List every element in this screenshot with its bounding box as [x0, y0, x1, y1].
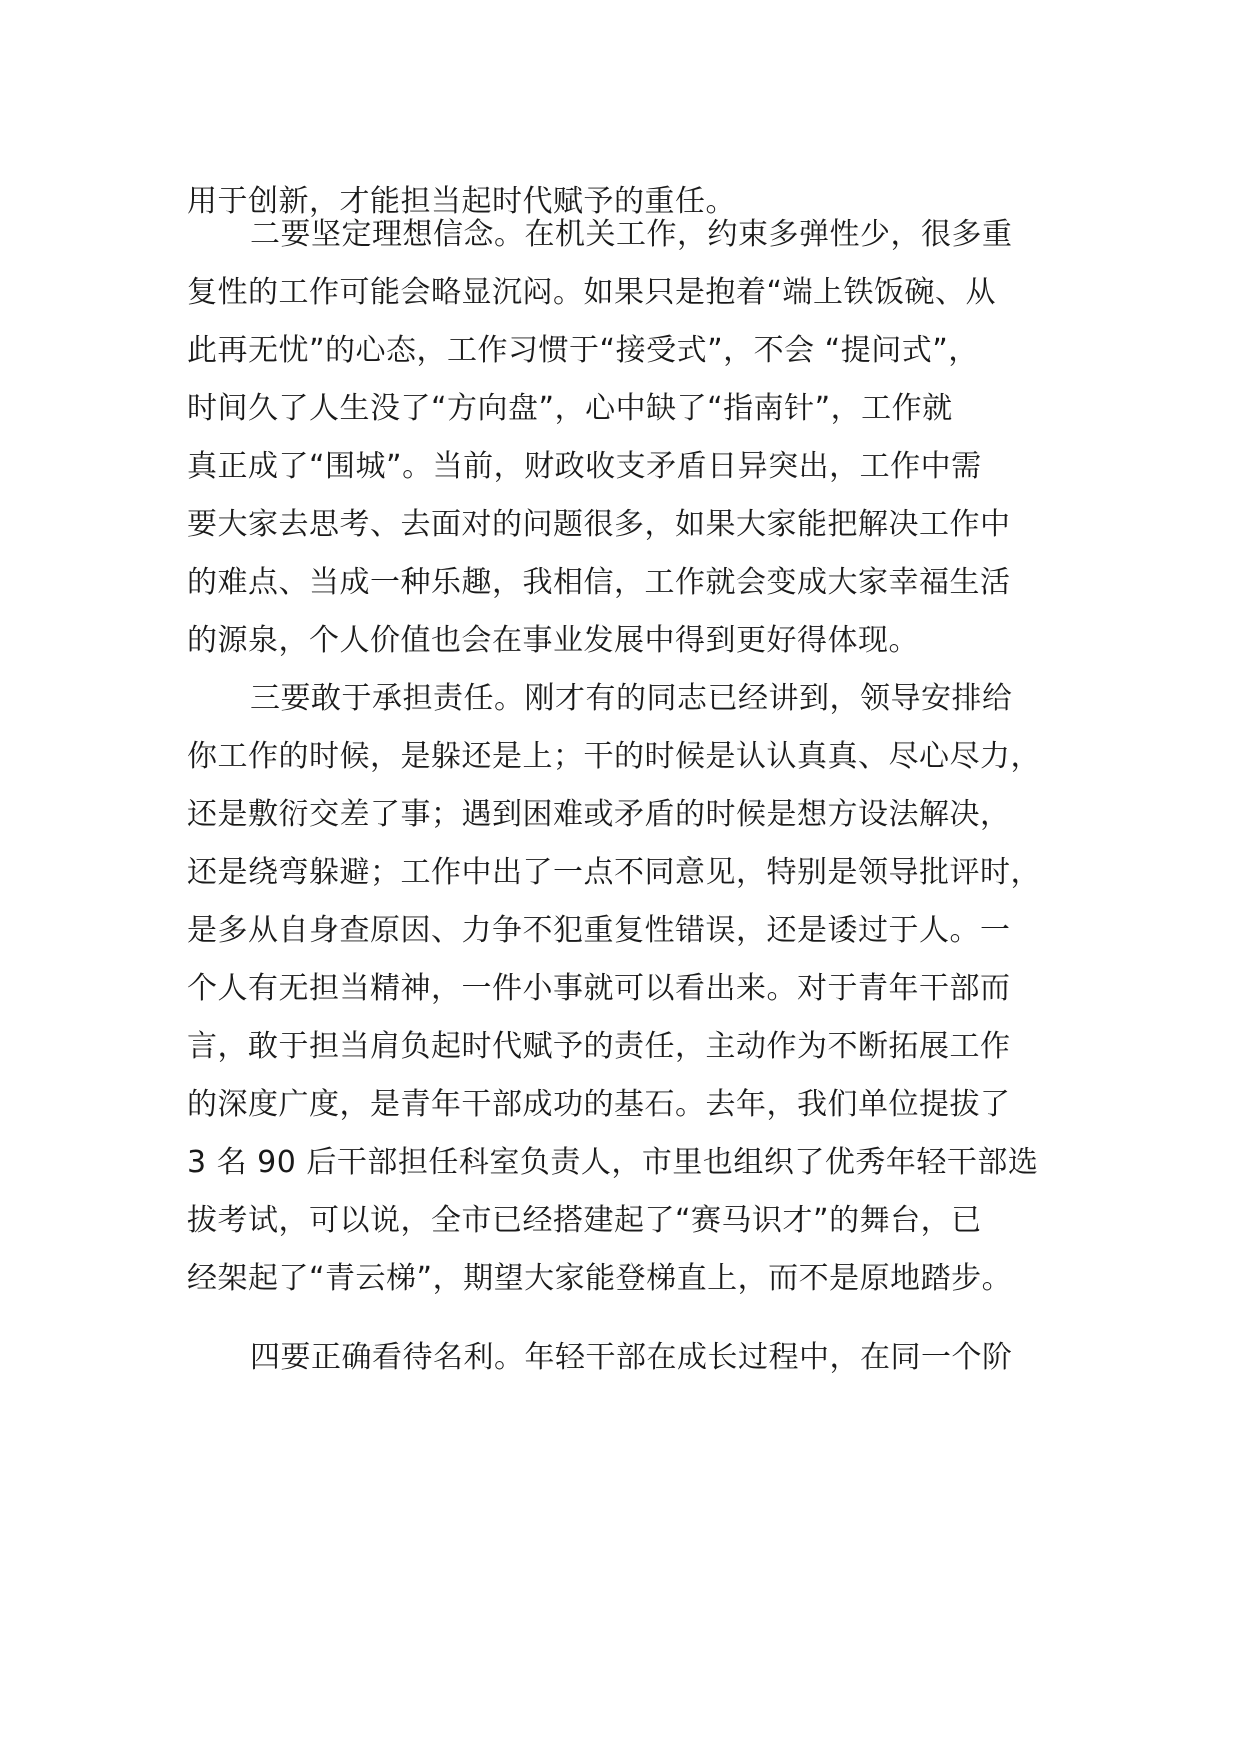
text-line: 拔考试，可以说，全市已经搭建起了“赛马识才”的舞台，已 — [187, 1203, 982, 1238]
text-line: 用于创新，才能担当起时代赋予的重任。 — [187, 184, 736, 219]
text-line: 经架起了“青云梯”，期望大家能登梯直上，而不是原地踏步。 — [187, 1261, 1013, 1296]
text-line: 要大家去思考、去面对的问题很多，如果大家能把解决工作中 — [187, 507, 1011, 542]
text-line: 时间久了人生没了“方向盘”，心中缺了“指南针”，工作就 — [187, 391, 953, 426]
paragraph-start-line: 二要坚定理想信念。在机关工作，约束多弹性少，很多重 — [250, 217, 1013, 252]
text-line: 此再无忧”的心态，工作习惯于“接受式”，不会 “提问式”， — [187, 333, 979, 368]
text-line: 是多从自身查原因、力争不犯重复性错误，还是诿过于人。一 — [187, 913, 1011, 948]
text-line: 的难点、当成一种乐趣，我相信，工作就会变成大家幸福生活 — [187, 565, 1011, 600]
text-line: 真正成了“围城”。当前，财政收支矛盾日异突出，工作中需 — [187, 449, 982, 484]
text-line: 个人有无担当精神，一件小事就可以看出来。对于青年干部而 — [187, 971, 1011, 1006]
text-line: 的深度广度，是青年干部成功的基石。去年，我们单位提拔了 — [187, 1087, 1011, 1122]
text-line: 言，敢于担当肩负起时代赋予的责任，主动作为不断拓展工作 — [187, 1029, 1011, 1064]
text-line: 还是敷衍交差了事；遇到困难或矛盾的时候是想方设法解决， — [187, 797, 1011, 832]
paragraph-start-line: 四要正确看待名利。年轻干部在成长过程中，在同一个阶 — [250, 1340, 1013, 1375]
text-line: 的源泉，个人价值也会在事业发展中得到更好得体现。 — [187, 623, 919, 658]
paragraph-start-line: 三要敢于承担责任。刚才有的同志已经讲到，领导安排给 — [250, 681, 1013, 716]
text-line: 3 名 90 后干部担任科室负责人，市里也组织了优秀年轻干部选 — [187, 1145, 1039, 1180]
text-line: 你工作的时候，是躲还是上；干的时候是认认真真、尽心尽力， — [187, 739, 1041, 774]
text-line: 还是绕弯躲避；工作中出了一点不同意见，特别是领导批评时， — [187, 855, 1041, 890]
text-line: 复性的工作可能会略显沉闷。如果只是抱着“端上铁饭碗、从 — [187, 275, 997, 310]
